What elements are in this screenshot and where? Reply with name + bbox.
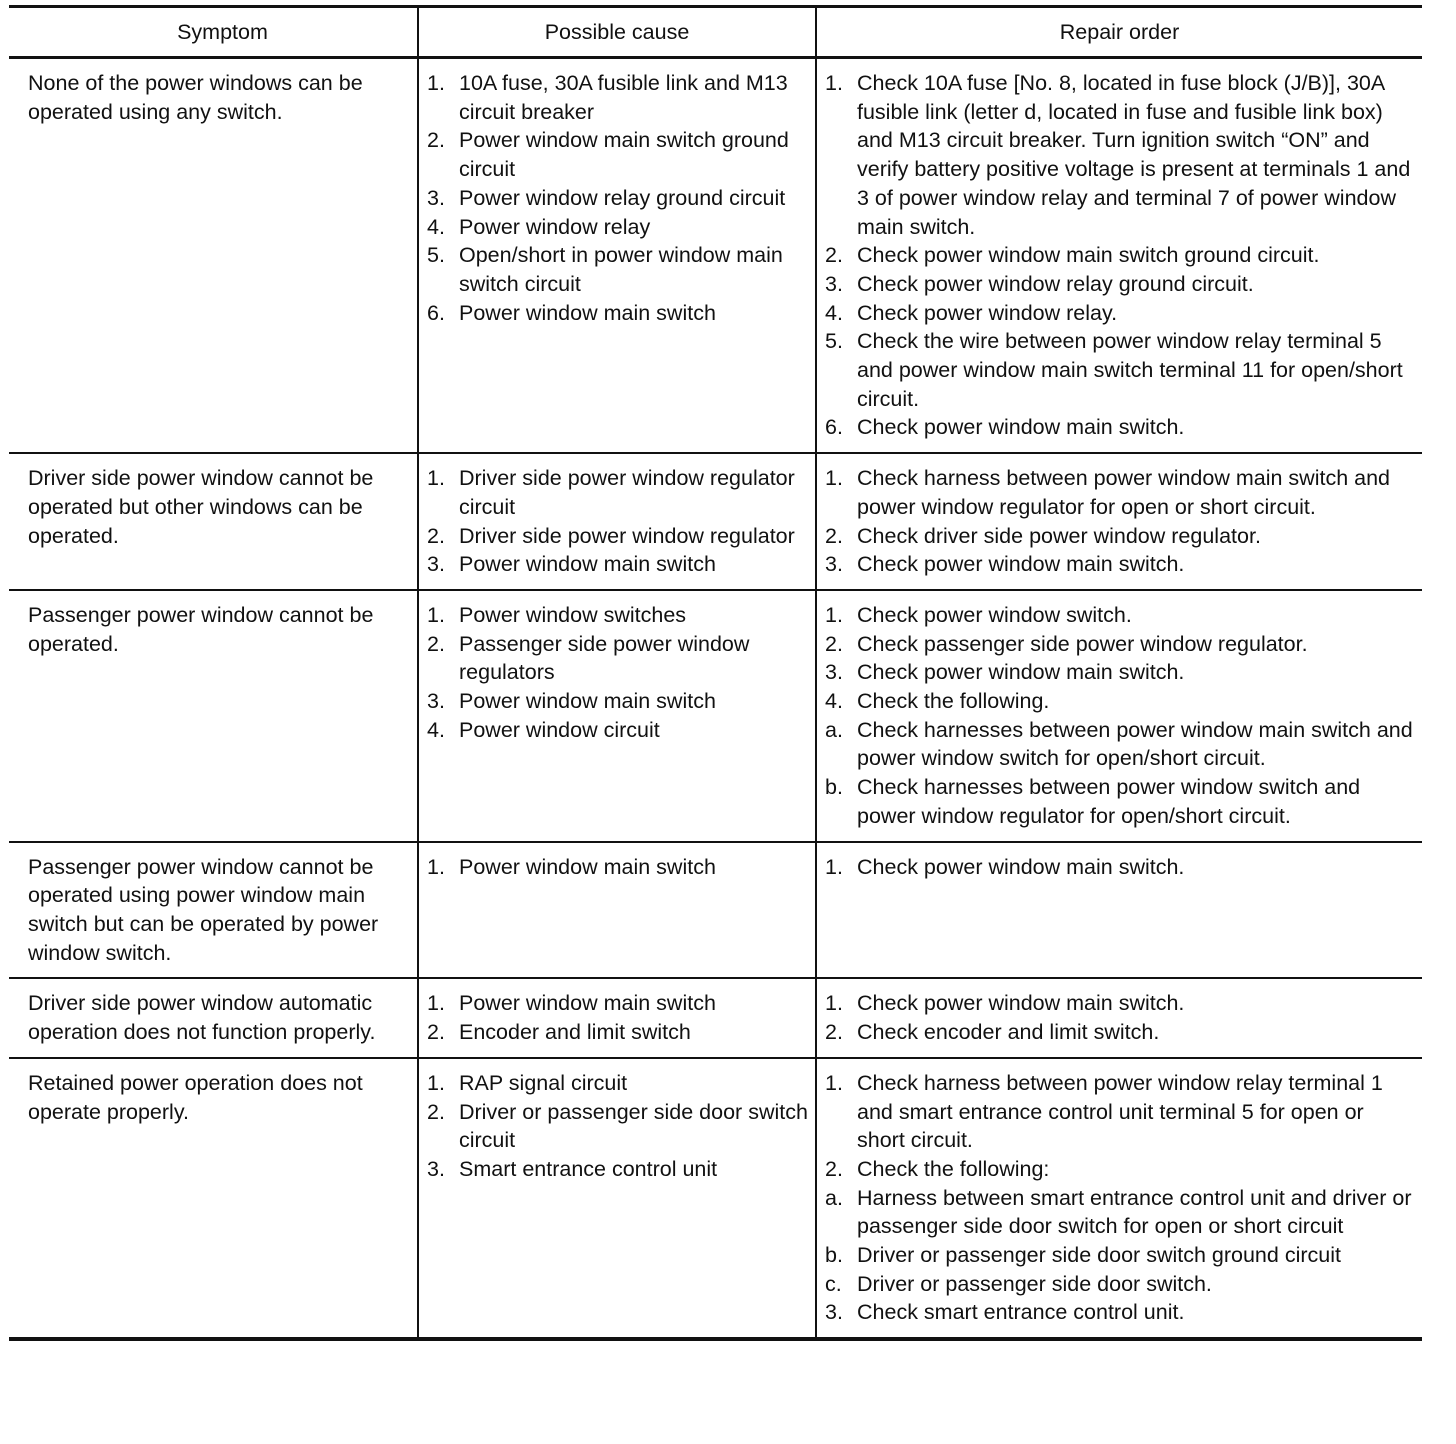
repair-item-text: Check power window main switch. bbox=[857, 854, 1185, 879]
repair-item-text: Check power window main switch. bbox=[857, 660, 1185, 685]
repair-item bbox=[825, 241, 1416, 270]
cause-item-text: Power window relay ground circuit bbox=[459, 185, 786, 210]
table-row bbox=[9, 842, 1422, 979]
repair-item bbox=[825, 413, 1416, 442]
repair-item-marker: 3. bbox=[825, 271, 843, 296]
cause-item-text: Open/short in power window main switch circuit bbox=[459, 243, 783, 296]
repair-item-text: Check 10A fuse [No. 8, located in fuse block (J/B)], 30A fusible link (letter d, located in fuse and fusible link box) and M13 circuit breaker. Turn ignition switch “ON” and verify battery positive voltage is present at terminals 1 and 3 of power window relay and terminal 7 of power window main switch. bbox=[857, 71, 1411, 239]
repair-item-marker: a. bbox=[825, 1185, 843, 1210]
cause-cell bbox=[418, 1058, 816, 1339]
repair-item-marker: 2. bbox=[825, 523, 843, 548]
repair-item-text: Driver or passenger side door switch ground circuit bbox=[857, 1243, 1341, 1268]
cause-list bbox=[427, 464, 809, 579]
cause-item bbox=[427, 716, 809, 745]
table-body bbox=[9, 58, 1422, 1340]
repair-list bbox=[825, 853, 1416, 882]
cause-item-text: Power window main switch bbox=[459, 300, 716, 325]
cause-item bbox=[427, 630, 809, 687]
repair-item bbox=[825, 989, 1416, 1018]
cause-item bbox=[427, 550, 809, 579]
cause-item bbox=[427, 464, 809, 521]
cause-item bbox=[427, 1155, 809, 1184]
cause-item-text: Driver or passenger side door switch circuit bbox=[459, 1099, 808, 1153]
cause-item-text: Power window main switch bbox=[459, 552, 716, 577]
repair-item-text: Harness between smart entrance control unit and driver or passenger side door switch for open or short circuit bbox=[857, 1185, 1412, 1239]
repair-item-text: Check power window main switch. bbox=[857, 991, 1185, 1016]
cause-item-marker: 3. bbox=[427, 552, 445, 577]
repair-item-text: Check the wire between power window relay terminal 5 and power window main switch terminal 11 for open/short circuit. bbox=[857, 329, 1403, 411]
symptom-cell: Driver side power window cannot be operated but other windows can be operated. bbox=[9, 453, 418, 590]
cause-item bbox=[427, 687, 809, 716]
repair-cell bbox=[816, 58, 1422, 454]
table-row bbox=[9, 978, 1422, 1057]
repair-item-marker: 2. bbox=[825, 1156, 843, 1181]
symptom-cell: Driver side power window automatic operation does not function properly. bbox=[9, 978, 418, 1057]
repair-item-text: Check harness between power window main switch and power window regulator for open or short circuit. bbox=[857, 466, 1390, 519]
repair-item bbox=[825, 716, 1416, 773]
cause-item-text: RAP signal circuit bbox=[459, 1070, 628, 1095]
cause-item-marker: 3. bbox=[427, 185, 445, 210]
repair-item-marker: 4. bbox=[825, 689, 843, 714]
repair-item bbox=[825, 658, 1416, 687]
cause-list bbox=[427, 853, 809, 882]
repair-item-marker: 1. bbox=[825, 466, 843, 491]
repair-item bbox=[825, 687, 1416, 716]
cause-item bbox=[427, 69, 809, 126]
cause-item bbox=[427, 299, 809, 328]
repair-item bbox=[825, 522, 1416, 551]
repair-list bbox=[825, 1069, 1416, 1327]
cause-cell bbox=[418, 978, 816, 1057]
cause-item bbox=[427, 1018, 809, 1047]
cause-item-marker: 2. bbox=[427, 1099, 445, 1124]
cause-item-marker: 4. bbox=[427, 717, 445, 742]
cause-item-text: Driver side power window regulator circuit bbox=[459, 466, 795, 519]
cause-item-marker: 1. bbox=[427, 1070, 445, 1095]
symptom-cell: Retained power operation does not operate properly. bbox=[9, 1058, 418, 1339]
repair-item bbox=[825, 1155, 1416, 1184]
repair-item-marker: 1. bbox=[825, 71, 843, 95]
repair-item-marker: 1. bbox=[825, 1070, 843, 1095]
repair-item bbox=[825, 1298, 1416, 1327]
repair-item-marker: 6. bbox=[825, 415, 843, 440]
repair-item-text: Check driver side power window regulator. bbox=[857, 523, 1261, 548]
repair-item-text: Check power window main switch. bbox=[857, 552, 1185, 577]
repair-item bbox=[825, 1241, 1416, 1270]
cause-item bbox=[427, 241, 809, 298]
symptom-cell: Passenger power window cannot be operated. bbox=[9, 590, 418, 842]
repair-item-text: Check the following. bbox=[857, 689, 1050, 714]
repair-item-text: Check the following: bbox=[857, 1156, 1050, 1181]
repair-item bbox=[825, 773, 1416, 830]
repair-list bbox=[825, 989, 1416, 1046]
repair-item-marker: 3. bbox=[825, 660, 843, 685]
cause-cell bbox=[418, 590, 816, 842]
repair-item-marker: 3. bbox=[825, 1300, 843, 1325]
trouble-diagnosis-table bbox=[9, 5, 1422, 1341]
cause-item-marker: 1. bbox=[427, 602, 445, 627]
header-symptom: Symptom bbox=[9, 7, 418, 58]
cause-item-marker: 2. bbox=[427, 631, 445, 656]
repair-item-text: Check encoder and limit switch. bbox=[857, 1020, 1160, 1045]
repair-item-text: Driver or passenger side door switch. bbox=[857, 1271, 1212, 1296]
cause-item-text: Power window switches bbox=[459, 602, 687, 627]
cause-item-text: Power window main switch ground circuit bbox=[459, 128, 789, 182]
cause-item-marker: 1. bbox=[427, 466, 445, 491]
cause-item-marker: 3. bbox=[427, 1156, 445, 1181]
repair-cell bbox=[816, 842, 1422, 979]
cause-list bbox=[427, 989, 809, 1046]
repair-item-text: Check passenger side power window regulator. bbox=[857, 631, 1308, 656]
cause-cell bbox=[418, 58, 816, 454]
repair-item-text: Check smart entrance control unit. bbox=[857, 1300, 1185, 1325]
repair-item bbox=[825, 464, 1416, 521]
cause-item-marker: 2. bbox=[427, 128, 445, 153]
repair-item-marker: 1. bbox=[825, 854, 843, 879]
repair-item-marker: 1. bbox=[825, 991, 843, 1016]
repair-item-marker: 2. bbox=[825, 631, 843, 656]
header-possible-cause: Possible cause bbox=[418, 7, 816, 58]
cause-item-marker: 4. bbox=[427, 214, 445, 239]
cause-item bbox=[427, 601, 809, 630]
repair-item bbox=[825, 327, 1416, 413]
repair-list bbox=[825, 464, 1416, 579]
repair-item-marker: 2. bbox=[825, 243, 843, 268]
cause-item-marker: 1. bbox=[427, 71, 445, 95]
repair-item bbox=[825, 853, 1416, 882]
repair-item-marker: b. bbox=[825, 775, 843, 800]
repair-item-marker: a. bbox=[825, 717, 843, 742]
repair-item bbox=[825, 601, 1416, 630]
cause-item bbox=[427, 853, 809, 882]
repair-item-text: Check power window switch. bbox=[857, 602, 1132, 627]
cause-cell bbox=[418, 842, 816, 979]
cause-item-text: Passenger side power window regulators bbox=[459, 631, 750, 685]
cause-item-text: Power window circuit bbox=[459, 717, 660, 742]
header-row bbox=[9, 7, 1422, 58]
cause-item-marker: 5. bbox=[427, 243, 445, 268]
cause-list bbox=[427, 69, 809, 327]
repair-item-text: Check power window relay. bbox=[857, 300, 1118, 325]
repair-item-marker: 1. bbox=[825, 602, 843, 627]
cause-list bbox=[427, 601, 809, 745]
repair-cell bbox=[816, 453, 1422, 590]
repair-item bbox=[825, 630, 1416, 659]
cause-item-text: 10A fuse, 30A fusible link and M13 circuit breaker bbox=[459, 71, 788, 124]
repair-item-marker: 2. bbox=[825, 1020, 843, 1045]
repair-item-marker: 5. bbox=[825, 329, 843, 354]
repair-cell bbox=[816, 590, 1422, 842]
table-row bbox=[9, 453, 1422, 590]
table-row bbox=[9, 58, 1422, 454]
repair-item-text: Check harnesses between power window main switch and power window switch for open/short circuit. bbox=[857, 717, 1413, 771]
repair-item bbox=[825, 1270, 1416, 1299]
cause-list bbox=[427, 1069, 809, 1184]
cause-item bbox=[427, 1098, 809, 1155]
symptom-cell: None of the power windows can be operated using any switch. bbox=[9, 58, 418, 454]
cause-item-text: Encoder and limit switch bbox=[459, 1020, 691, 1045]
cause-item bbox=[427, 1069, 809, 1098]
repair-item-marker: c. bbox=[825, 1271, 842, 1296]
repair-item-marker: 4. bbox=[825, 300, 843, 325]
cause-item bbox=[427, 126, 809, 183]
repair-item-text: Check harnesses between power window switch and power window regulator for open/short circuit. bbox=[857, 775, 1361, 828]
cause-item-marker: 3. bbox=[427, 689, 445, 714]
repair-item-text: Check power window relay ground circuit. bbox=[857, 271, 1254, 296]
cause-item bbox=[427, 522, 809, 551]
cause-item-text: Power window main switch bbox=[459, 991, 716, 1016]
symptom-cell: Passenger power window cannot be operated using power window main switch but can be operated by power window switch. bbox=[9, 842, 418, 979]
repair-item bbox=[825, 1018, 1416, 1047]
repair-item bbox=[825, 1069, 1416, 1155]
repair-item bbox=[825, 550, 1416, 579]
cause-item-marker: 2. bbox=[427, 1020, 445, 1045]
repair-list bbox=[825, 69, 1416, 442]
table-row bbox=[9, 590, 1422, 842]
repair-item bbox=[825, 299, 1416, 328]
repair-item-text: Check power window main switch. bbox=[857, 415, 1185, 440]
cause-item-text: Power window main switch bbox=[459, 689, 716, 714]
cause-item bbox=[427, 184, 809, 213]
cause-item-marker: 1. bbox=[427, 991, 445, 1016]
repair-list bbox=[825, 601, 1416, 831]
cause-item-marker: 1. bbox=[427, 854, 445, 879]
repair-cell bbox=[816, 1058, 1422, 1339]
repair-item bbox=[825, 1184, 1416, 1241]
cause-item-text: Driver side power window regulator bbox=[459, 523, 795, 548]
cause-item-text: Power window main switch bbox=[459, 854, 716, 879]
cause-item-text: Power window relay bbox=[459, 214, 651, 239]
header-repair-order: Repair order bbox=[816, 7, 1422, 58]
table-row bbox=[9, 1058, 1422, 1339]
cause-item-marker: 2. bbox=[427, 523, 445, 548]
repair-item bbox=[825, 69, 1416, 241]
repair-item-text: Check harness between power window relay terminal 1 and smart entrance control unit terminal 5 for open or short circuit. bbox=[857, 1070, 1383, 1153]
cause-item bbox=[427, 213, 809, 242]
repair-item bbox=[825, 270, 1416, 299]
cause-item-text: Smart entrance control unit bbox=[459, 1156, 718, 1181]
cause-item bbox=[427, 989, 809, 1018]
cause-item-marker: 6. bbox=[427, 300, 445, 325]
cause-cell bbox=[418, 453, 816, 590]
repair-item-marker: 3. bbox=[825, 552, 843, 577]
repair-cell bbox=[816, 978, 1422, 1057]
repair-item-marker: b. bbox=[825, 1243, 843, 1268]
table-header bbox=[9, 7, 1422, 58]
repair-item-text: Check power window main switch ground circuit. bbox=[857, 243, 1320, 268]
